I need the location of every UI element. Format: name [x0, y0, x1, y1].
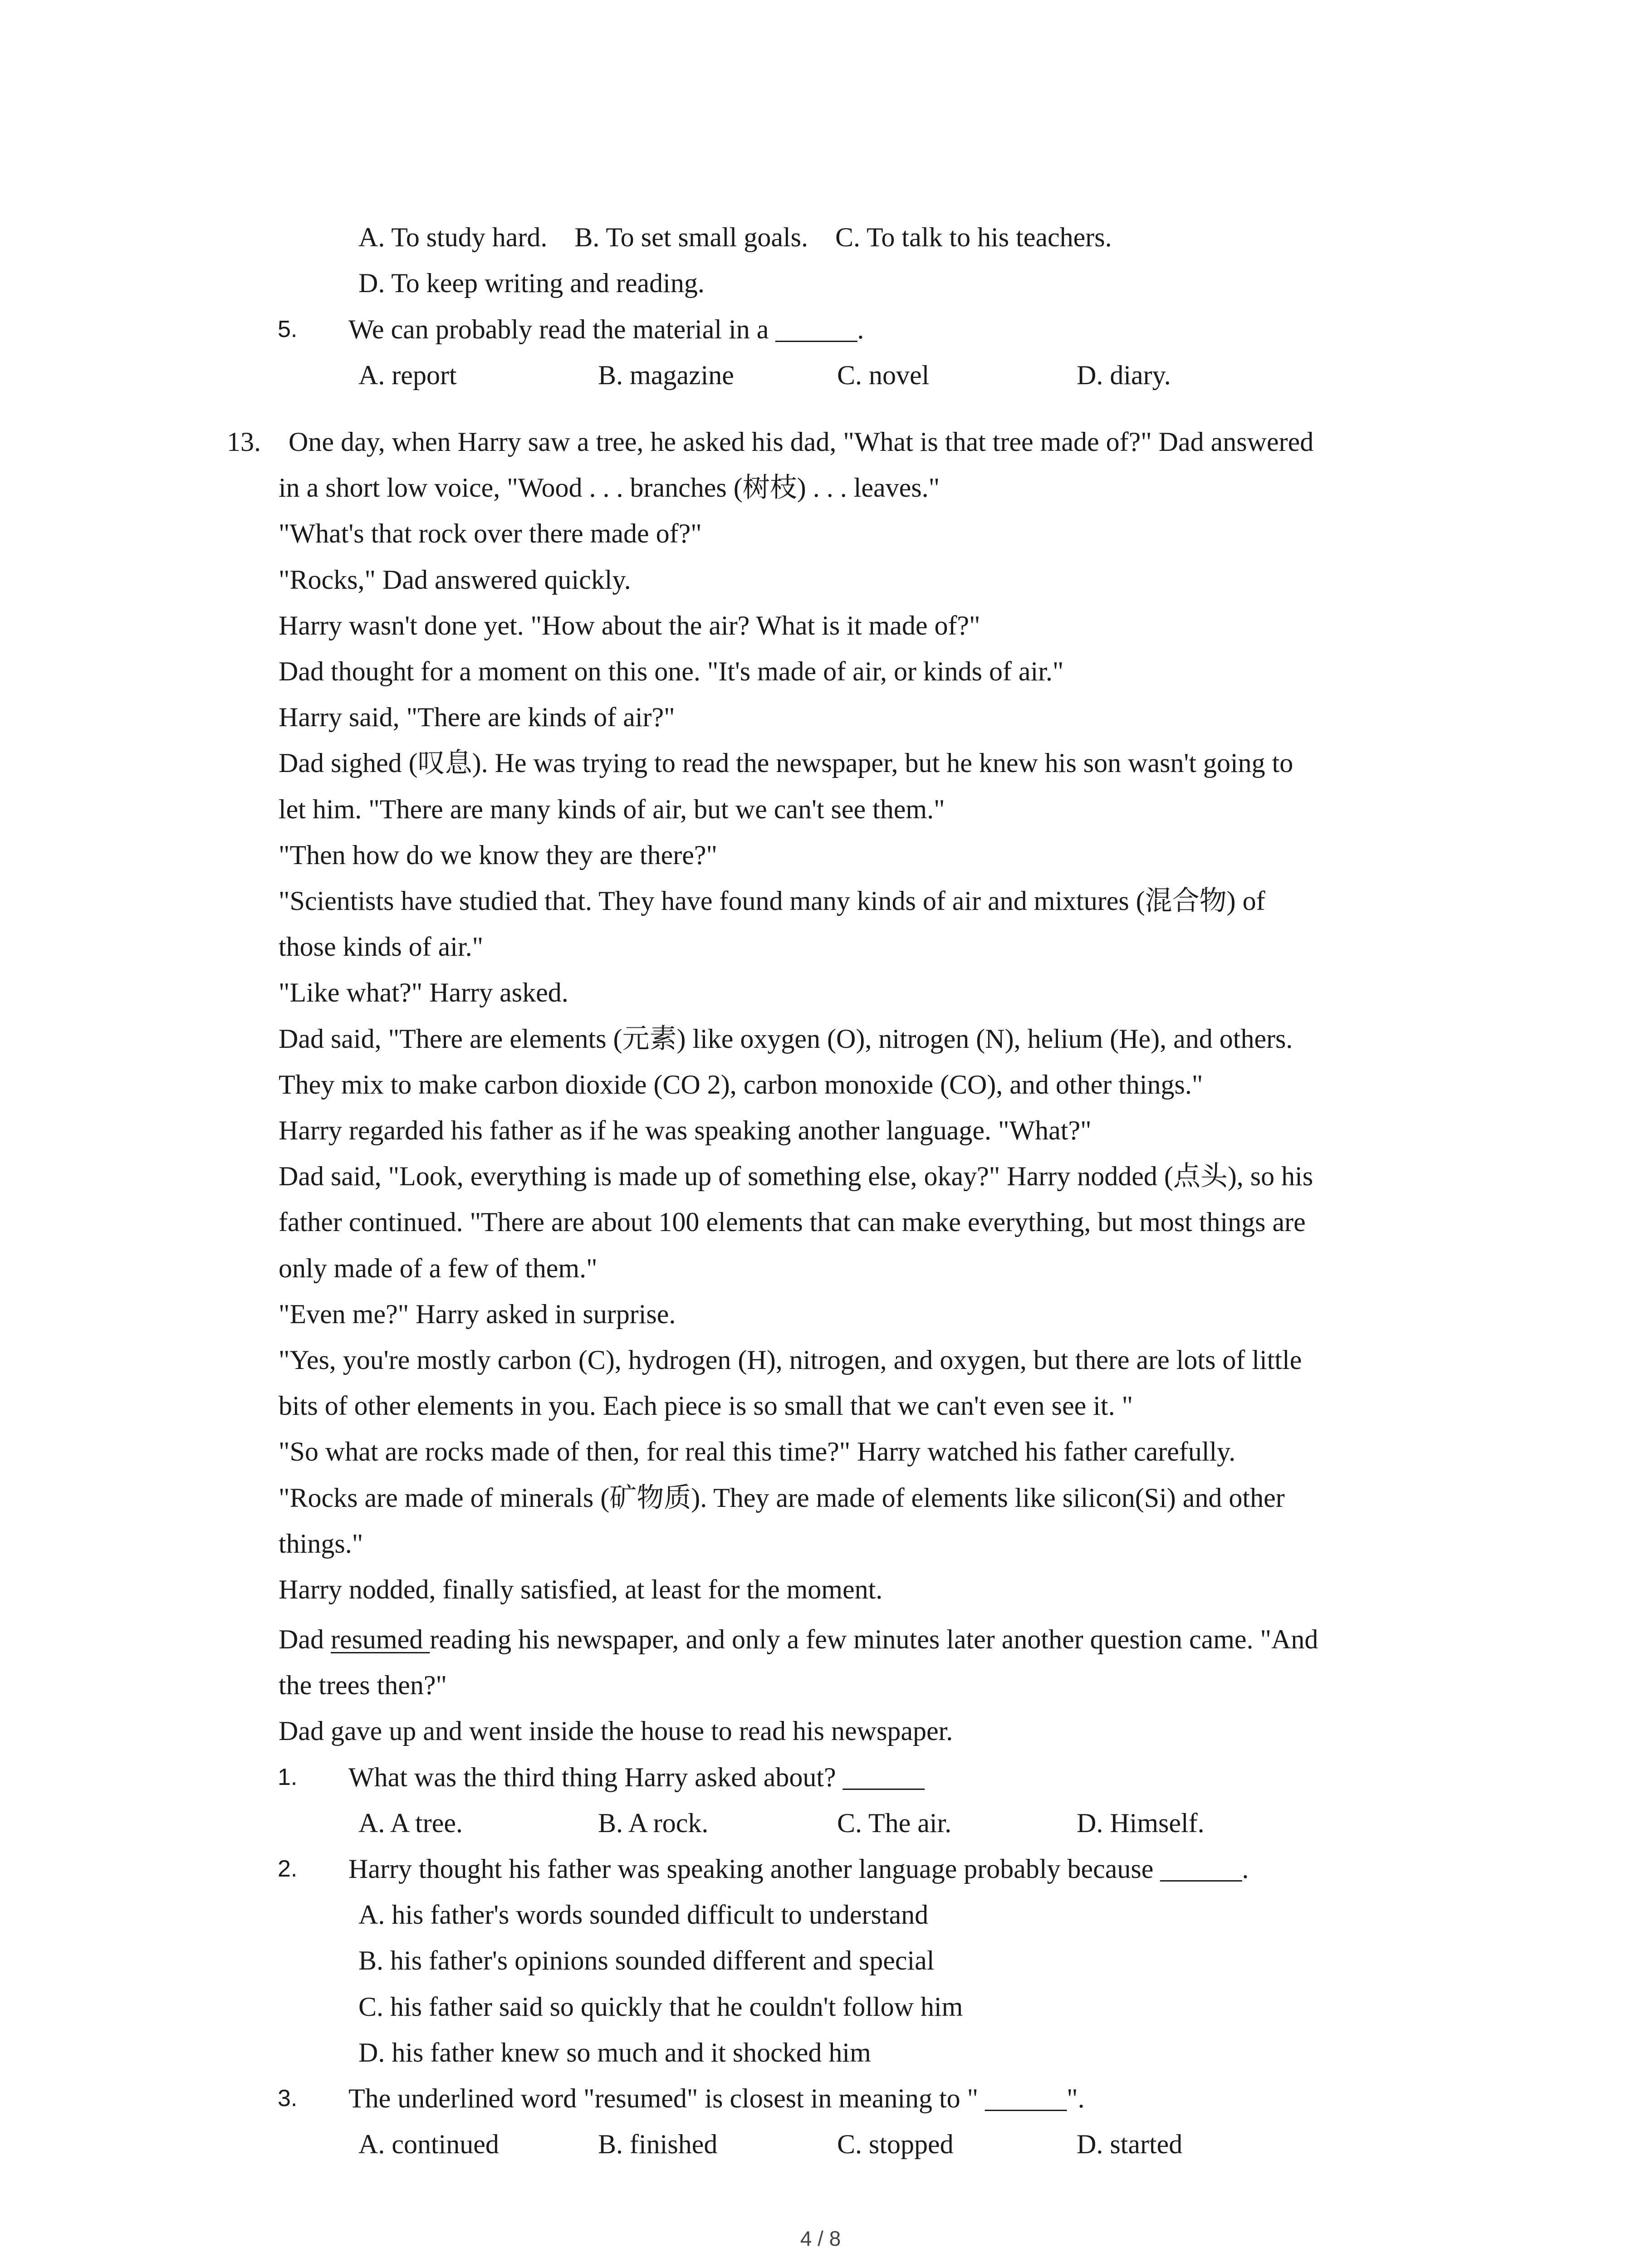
passage-line: in a short low voice, "Wood . . . branches (树枝) . . . leaves.": [279, 473, 940, 503]
passage-line: They mix to make carbon dioxide (CO 2), carbon monoxide (CO), and other things.": [279, 1070, 1203, 1100]
resumed-line-post: reading his newspaper, and only a few minutes later another question came. "And: [430, 1624, 1318, 1654]
question-3-option-a: A. continued: [358, 2129, 499, 2159]
underlined-word-resumed: resumed: [330, 1624, 430, 1654]
passage-line: let him. "There are many kinds of air, but we can't see them.": [279, 794, 945, 824]
passage-line: Harry nodded, finally satisfied, at least for the moment.: [279, 1574, 883, 1604]
passage-line: "Rocks," Dad answered quickly.: [279, 565, 631, 595]
q5-number: 5.: [278, 316, 298, 342]
question-1-option-c: C. The air.: [837, 1808, 952, 1838]
passage-line: "Even me?" Harry asked in surprise.: [279, 1299, 676, 1329]
passage-line: Dad said, "There are elements (元素) like oxygen (O), nitrogen (N), helium (He), and others.: [279, 1024, 1293, 1054]
passage-number: 13.: [227, 427, 261, 457]
q5-option-c: C. novel: [837, 360, 930, 390]
passage-line: Dad gave up and went inside the house to read his newspaper.: [279, 1716, 953, 1746]
question-2-option-d: D. his father knew so much and it shocked him: [358, 2038, 871, 2068]
question-1-option-a: A. A tree.: [358, 1808, 463, 1838]
passage-line: "What's that rock over there made of?": [279, 518, 702, 548]
passage-line: "So what are rocks made of then, for real this time?" Harry watched his father carefully.: [279, 1437, 1236, 1466]
passage-line: "Then how do we know they are there?": [279, 840, 717, 870]
passage-line: father continued. "There are about 100 elements that can make everything, but most things are: [279, 1207, 1306, 1237]
passage-resumed-line: [279, 1623, 1318, 1656]
passage-line: "Like what?" Harry asked.: [279, 978, 568, 1007]
q4-options-line: A. To study hard. B. To set small goals. C. To talk to his teachers.: [358, 222, 1112, 252]
page-number: 4 / 8: [800, 2227, 841, 2250]
passage-line: only made of a few of them.": [279, 1253, 598, 1283]
resumed-line-pre: Dad: [279, 1624, 331, 1654]
question-3-number: 3.: [278, 2085, 298, 2112]
passage-line: One day, when Harry saw a tree, he asked his dad, "What is that tree made of?" Dad answered: [289, 427, 1314, 457]
passage-line: those kinds of air.": [279, 932, 484, 962]
passage-line: Dad sighed (叹息). He was trying to read the newspaper, but he knew his son wasn't going to: [279, 748, 1293, 778]
question-2-option-a: A. his father's words sounded difficult to understand: [358, 1900, 929, 1930]
question-2-text: Harry thought his father was speaking another language probably because ______.: [348, 1854, 1249, 1884]
question-1-option-b: B. A rock.: [598, 1808, 709, 1838]
question-2-number: 2.: [278, 1856, 298, 1882]
passage-line: bits of other elements in you. Each piece is so small that we can't even see it. ": [279, 1391, 1133, 1421]
passage-line: the trees then?": [279, 1670, 447, 1700]
q5-option-d: D. diary.: [1077, 360, 1171, 390]
question-3-text: The underlined word "resumed" is closest in meaning to " ______".: [348, 2083, 1085, 2113]
passage-line: Harry regarded his father as if he was speaking another language. "What?": [279, 1115, 1092, 1145]
q5-text: We can probably read the material in a ______.: [348, 314, 864, 344]
passage-line: Harry said, "There are kinds of air?": [279, 702, 675, 732]
passage-line: things.": [279, 1529, 363, 1559]
question-1-number: 1.: [278, 1764, 298, 1790]
question-2-option-c: C. his father said so quickly that he couldn't follow him: [358, 1992, 963, 2022]
passage-line: Dad said, "Look, everything is made up of something else, okay?" Harry nodded (点头), so his: [279, 1161, 1313, 1191]
passage-line: Harry wasn't done yet. "How about the air? What is it made of?": [279, 611, 980, 640]
passage-line: Dad thought for a moment on this one. "It's made of air, or kinds of air.": [279, 656, 1064, 686]
question-2-option-b: B. his father's opinions sounded different and special: [358, 1945, 935, 1975]
question-1-option-d: D. Himself.: [1077, 1808, 1205, 1838]
q4-option-d: D. To keep writing and reading.: [358, 268, 705, 298]
question-3-option-c: C. stopped: [837, 2129, 954, 2159]
question-3-option-d: D. started: [1077, 2129, 1183, 2159]
passage-line: "Scientists have studied that. They have found many kinds of air and mixtures (混合物) of: [279, 886, 1265, 916]
question-1-text: What was the third thing Harry asked about? ______: [348, 1762, 925, 1792]
q5-option-a: A. report: [358, 360, 457, 390]
passage-line: "Yes, you're mostly carbon (C), hydrogen (H), nitrogen, and oxygen, but there are lots of little: [279, 1345, 1302, 1375]
passage-line: "Rocks are made of minerals (矿物质). They are made of elements like silicon(Si) and other: [279, 1483, 1285, 1513]
q5-option-b: B. magazine: [598, 360, 734, 390]
question-3-option-b: B. finished: [598, 2129, 718, 2159]
